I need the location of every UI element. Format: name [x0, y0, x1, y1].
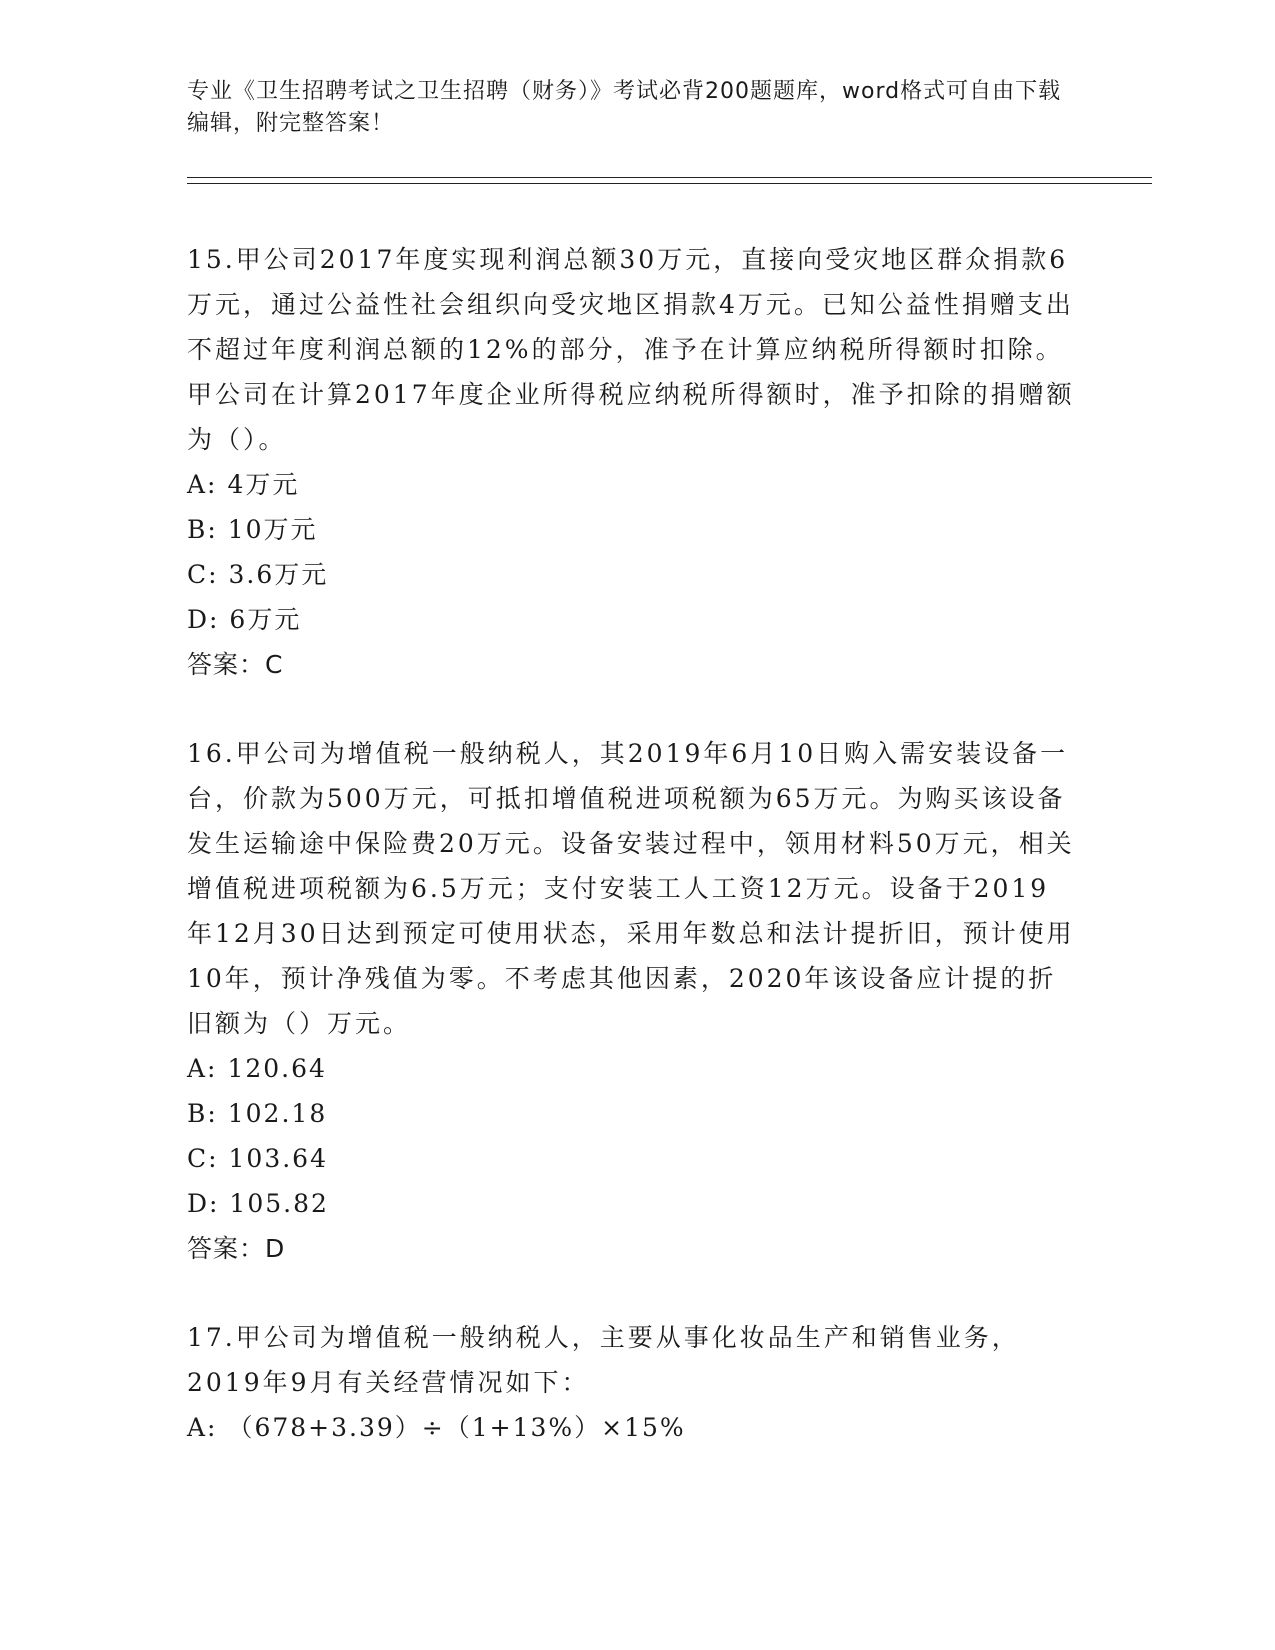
option-letter: A:: [187, 1054, 218, 1083]
option-c: [187, 1136, 1077, 1181]
option-a: [187, 1046, 1077, 1091]
option-a: [187, 462, 1077, 507]
option-b: [187, 507, 1077, 552]
header-divider: [187, 177, 1152, 178]
answer-line: [187, 1226, 1077, 1271]
answer-line: [187, 642, 1077, 687]
option-text: 4万元: [227, 470, 300, 499]
question-text: 16.甲公司为增值税一般纳税人，其2019年6月10日购入需安装设备一台，价款为500万元，可抵扣增值税进项税额为65万元。为购买该设备发生运输途中保险费20万元。设备安装过程中，领用材料50万元，相关增值税进项税额为6.5万元；支付安装工人工资12万元。设备于2019年12月30日达到预定可使用状态，采用年数总和法计提折旧，预计使用10年，预计净残值为零。不考虑其他因素，2020年该设备应计提的折旧额为（）万元。: [187, 739, 1075, 1038]
option-letter: B:: [187, 1099, 218, 1128]
option-d: [187, 597, 1077, 642]
option-text: 10万元: [227, 515, 318, 544]
option-text: 3.6万元: [228, 560, 329, 589]
answer-value: C: [265, 650, 284, 679]
option-letter: A:: [187, 470, 218, 499]
answer-value: D: [265, 1234, 286, 1263]
option-letter: D:: [187, 605, 220, 634]
question-text: 15.甲公司2017年度实现利润总额30万元，直接向受灾地区群众捐款6万元，通过公益性社会组织向受灾地区捐款4万元。已知公益性捐赠支出不超过年度利润总额的12%的部分，准予在计算应纳税所得额时扣除。甲公司在计算2017年度企业所得税应纳税所得额时，准予扣除的捐赠额为（）。: [187, 245, 1075, 454]
option-b: [187, 1091, 1077, 1136]
header-title: 专业《卫生招聘考试之卫生招聘（财务）》考试必背200题题库，word格式可自由下载编辑，附完整答案！: [187, 79, 1062, 136]
header-divider: [187, 183, 1152, 184]
answer-label: 答案：: [187, 650, 266, 679]
document-header: [187, 76, 1067, 140]
question-text: 17.甲公司为增值税一般纳税人，主要从事化妆品生产和销售业务，2019年9月有关经营情况如下：: [187, 1323, 1020, 1397]
option-letter: B:: [187, 515, 218, 544]
option-text: 103.64: [228, 1144, 328, 1173]
option-d: [187, 1181, 1077, 1226]
option-text: （678+3.39）÷（1+13%）×15%: [227, 1413, 686, 1442]
answer-label: 答案：: [187, 1234, 266, 1263]
option-text: 105.82: [229, 1189, 329, 1218]
option-c: [187, 552, 1077, 597]
question-16: [187, 731, 1077, 1271]
option-text: 102.18: [227, 1099, 328, 1128]
option-text: 120.64: [227, 1054, 327, 1083]
question-17: [187, 1315, 1077, 1450]
question-15: [187, 237, 1077, 687]
option-letter: D:: [187, 1189, 220, 1218]
option-letter: A:: [187, 1413, 218, 1442]
option-a: [187, 1405, 1077, 1450]
option-letter: C:: [187, 560, 219, 589]
option-letter: C:: [187, 1144, 219, 1173]
option-text: 6万元: [229, 605, 302, 634]
question-list: [187, 237, 1077, 1494]
